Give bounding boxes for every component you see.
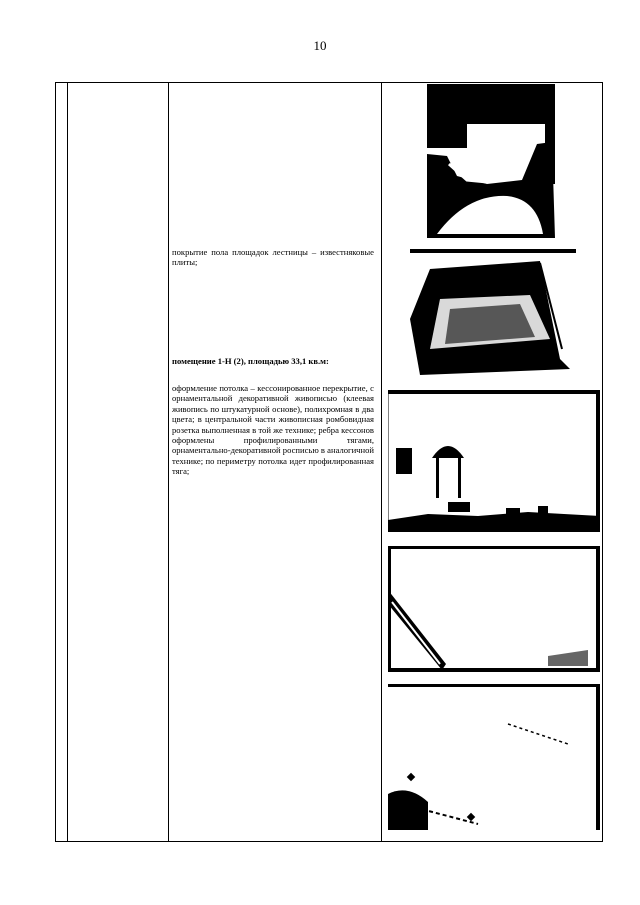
stair-landing-floor-photo (410, 249, 576, 375)
room-interior-photo (388, 390, 600, 532)
staircase-photo (427, 84, 555, 238)
paragraph-floor: покрытие пола площадок лестницы – известняковые плиты; (172, 247, 374, 268)
ceiling-detail-photo (388, 684, 600, 830)
column-divider (381, 83, 382, 841)
column-divider (168, 83, 169, 841)
ceiling-corner-photo (388, 546, 600, 672)
page-number: 10 (313, 38, 327, 53)
column-divider (67, 83, 68, 841)
room-heading: помещение 1-Н (2), площадью 33,1 кв.м: (172, 356, 329, 366)
paragraph-ceiling: оформление потолка – кессонированное перекрытие, с орнаментальной декоративной живописью (клеевая живопись по штукатурной основе), полихромная в два цвета; в центральной части живописная ромбовидная розетка выполненная в той же технике; ребра кессонов оформлены профилированными тягами, орнаментально-декоративной росписью в аналогичной технике; по периметру потолка идет профилированная тяга; (172, 383, 374, 477)
